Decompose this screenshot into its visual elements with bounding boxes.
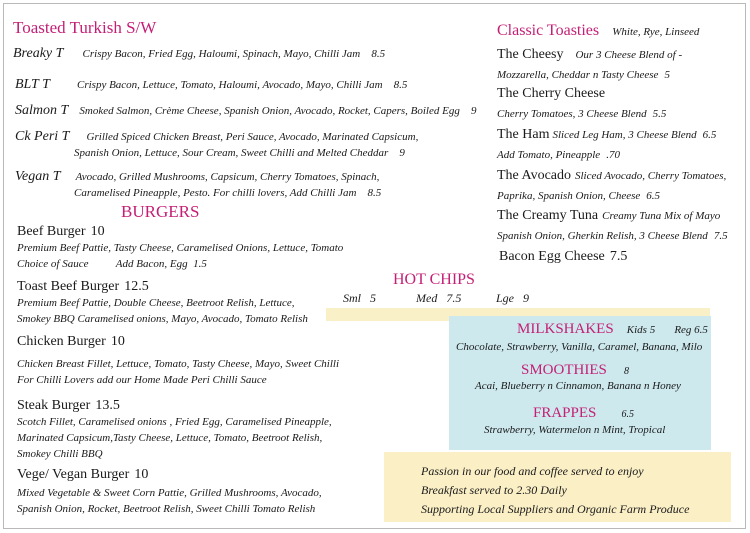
item-desc: Avocado, Grilled Mushrooms, Capsicum, Cherry Tomatoes, Spinach,	[75, 171, 380, 183]
turkish-item-salmon	[15, 99, 476, 119]
milkshakes-kids-price: Kids 5	[626, 324, 656, 336]
toastie-avocado	[497, 164, 726, 203]
footer-line: Breakfast served to 2.30 Daily	[421, 483, 567, 497]
item-name: Steak Burger	[17, 398, 91, 413]
item-desc: Paprika, Spanish Onion, Cheese	[497, 190, 641, 202]
item-price: 9	[399, 147, 405, 159]
size-price: 9	[523, 291, 529, 305]
item-desc: Premium Beef Pattie, Double Cheese, Beetroot Relish, Lettuce,	[17, 297, 295, 309]
size-price: 5	[370, 291, 376, 305]
item-price: 5.5	[652, 108, 667, 120]
milkshakes-reg-price: Reg 6.5	[674, 324, 708, 336]
item-desc: Crispy Bacon, Fried Egg, Haloumi, Spinach, Mayo, Chilli Jam	[82, 48, 361, 60]
item-name: The Cherry Cheese	[497, 86, 606, 101]
item-desc: Cherry Tomatoes, 3 Cheese Blend	[497, 108, 647, 120]
footer-notes	[421, 462, 689, 519]
smoothies-header	[521, 359, 629, 379]
item-price: 7.5	[609, 249, 628, 264]
hot-chips-size-sml	[343, 291, 376, 306]
item-name: Vege/ Vegan Burger	[17, 467, 130, 482]
item-price: 10	[134, 467, 149, 482]
item-name: The Avocado	[497, 168, 571, 183]
toastie-bacon-egg-cheese	[499, 245, 627, 265]
item-desc: Smoked Salmon, Crème Cheese, Spanish Onion, Avocado, Rocket, Capers, Boiled Egg	[79, 105, 460, 117]
item-name: Vegan T	[15, 169, 61, 184]
item-desc: Premium Beef Pattie, Tasty Cheese, Caramelised Onions, Lettuce, Tomato	[17, 242, 344, 254]
turkish-item-breaky	[13, 42, 385, 62]
item-desc: Smokey Chilli BBQ	[17, 448, 103, 460]
footer-line: Passion in our food and coffee served to enjoy	[421, 464, 644, 478]
toastie-cheesy	[497, 43, 682, 82]
size-label: Lge	[496, 291, 514, 305]
item-name: Beef Burger	[17, 224, 86, 239]
item-desc: Scotch Fillet, Caramelised onions , Fried Egg, Caramelised Pineapple,	[17, 416, 332, 428]
size-label: Med	[416, 291, 438, 305]
item-price: .70	[606, 149, 620, 161]
item-desc: For Chilli Lovers add our Home Made Peri Chilli Sauce	[17, 374, 267, 386]
item-desc: Sliced Avocado, Cherry Tomatoes,	[575, 170, 727, 182]
item-desc: Grilled Spiced Chicken Breast, Peri Sauce, Avocado, Marinated Capsicum,	[86, 131, 419, 143]
item-desc: Marinated Capsicum,Tasty Cheese, Lettuce, Tomato, Beetroot Relish,	[17, 432, 323, 444]
item-name: The Ham	[497, 127, 550, 142]
milkshakes-title: MILKSHAKES	[517, 321, 614, 337]
toastie-creamy-tuna	[497, 204, 728, 243]
item-price: 10	[90, 224, 105, 239]
frappes-title: FRAPPES	[533, 405, 597, 421]
burgers-title: BURGERS	[121, 202, 200, 221]
item-name: Toast Beef Burger	[17, 279, 120, 294]
item-desc: Caramelised Pineapple, Pesto. For chilli lovers, Add Chilli Jam	[74, 187, 357, 199]
item-name: Salmon T	[15, 103, 69, 118]
smoothies-price: 8	[623, 366, 629, 377]
toasties-header	[497, 20, 699, 40]
size-label: Sml	[343, 291, 361, 305]
item-name: The Creamy Tuna	[497, 208, 599, 223]
frappes-flavours: Strawberry, Watermelon n Mint, Tropical	[484, 424, 666, 436]
burger-vege	[17, 463, 322, 517]
item-desc: Spanish Onion, Lettuce, Sour Cream, Sweet Chilli and Melted Cheddar	[74, 147, 389, 159]
item-desc: Mozzarella, Cheddar n Tasty Cheese	[497, 69, 659, 81]
item-price: 13.5	[95, 398, 120, 413]
footer-line: Supporting Local Suppliers and Organic Farm Produce	[421, 502, 690, 516]
item-price: 8.5	[393, 79, 408, 91]
turkish-item-blt	[15, 73, 407, 93]
item-price: 7.5	[713, 230, 728, 242]
item-desc: Chicken Breast Fillet, Lettuce, Tomato, Tasty Cheese, Mayo, Sweet Chilli	[17, 358, 340, 370]
item-name: Ck Peri T	[15, 129, 70, 144]
milkshakes-flavours: Chocolate, Strawberry, Vanilla, Caramel, Banana, Milo	[456, 341, 703, 353]
burger-chicken	[17, 330, 339, 388]
smoothies-title: SMOOTHIES	[521, 362, 607, 378]
burger-toast-beef	[17, 275, 308, 327]
turkish-item-vegan-line2	[74, 181, 381, 201]
hot-chips-size-med	[416, 291, 461, 306]
size-price: 7.5	[446, 291, 462, 305]
toasties-title: Classic Toasties	[497, 22, 600, 39]
hot-chips-title: HOT CHIPS	[393, 271, 475, 288]
turkish-title: Toasted Turkish S/W	[13, 18, 157, 37]
item-name: BLT T	[15, 77, 50, 92]
burger-beef	[17, 220, 343, 272]
item-desc: Creamy Tuna Mix of Mayo	[602, 210, 721, 222]
item-desc: Mixed Vegetable & Sweet Corn Pattie, Grilled Mushrooms, Avocado,	[17, 487, 322, 499]
item-name: Breaky T	[13, 46, 64, 61]
item-name: Chicken Burger	[17, 334, 106, 349]
item-desc: Sliced Leg Ham, 3 Cheese Blend	[552, 129, 697, 141]
item-price: 8.5	[371, 48, 386, 60]
item-price: 6.5	[646, 190, 661, 202]
item-desc: Choice of Sauce Add Bacon, Egg 1.5	[17, 258, 207, 270]
item-price: 6.5	[702, 129, 717, 141]
item-price: 10	[110, 334, 125, 349]
toastie-ham	[497, 123, 716, 162]
item-name: The Cheesy	[497, 47, 564, 62]
toastie-cherry-cheese	[497, 82, 666, 121]
smoothies-flavours: Acai, Blueberry n Cinnamon, Banana n Honey	[475, 380, 681, 392]
toasties-breads: White, Rye, Linseed	[612, 26, 700, 38]
hot-chips-size-lge	[496, 291, 529, 306]
item-desc: Our 3 Cheese Blend of -	[575, 49, 683, 61]
item-desc: Crispy Bacon, Lettuce, Tomato, Haloumi, Avocado, Mayo, Chilli Jam	[76, 79, 383, 91]
item-price: 9	[470, 105, 477, 117]
frappes-header	[533, 402, 634, 422]
item-desc: Spanish Onion, Rocket, Beetroot Relish, Sweet Chilli Tomato Relish	[17, 503, 316, 515]
item-desc: Spanish Onion, Gherkin Relish, 3 Cheese Blend	[497, 230, 708, 242]
item-desc: Add Tomato, Pineapple	[497, 149, 601, 161]
item-name: Bacon Egg Cheese	[499, 249, 605, 264]
item-desc: Smokey BBQ Caramelised onions, Mayo, Avocado, Tomato Relish	[17, 313, 308, 325]
item-price: 12.5	[124, 279, 149, 294]
burger-steak	[17, 394, 332, 462]
milkshakes-header	[517, 318, 708, 338]
turkish-item-ck-peri-line2	[74, 141, 405, 161]
item-price: 5	[664, 69, 670, 81]
frappes-price: 6.5	[621, 409, 634, 420]
item-price: 8.5	[367, 187, 382, 199]
